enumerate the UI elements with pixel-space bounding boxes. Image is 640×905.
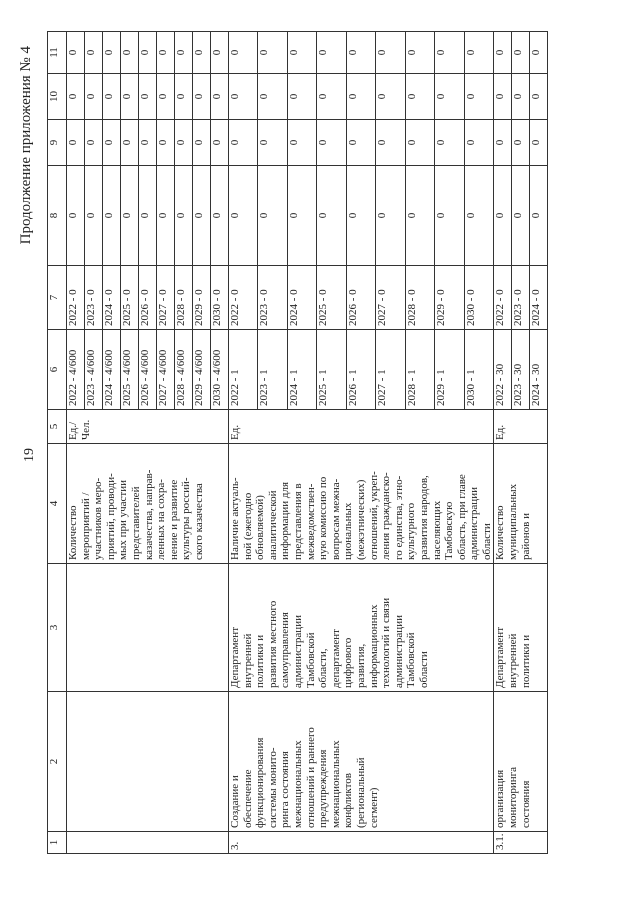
col-header-4: 4 (48, 444, 67, 564)
value-c7: 2022 - 0 (67, 266, 85, 330)
value-c11: 0 (405, 32, 434, 74)
value-c10: 0 (464, 74, 494, 120)
value-c11: 0 (512, 32, 530, 74)
row-number-text: 3.1. (494, 833, 507, 850)
value-c6: 2026 - 4/600 (139, 330, 157, 410)
value-c6: 2023 - 4/600 (85, 330, 103, 410)
value-c11: 0 (376, 32, 405, 74)
section-3-1 (494, 32, 548, 854)
value-c11: 0 (157, 32, 175, 74)
value-c10: 0 (287, 74, 316, 120)
value-c7: 2025 - 0 (121, 266, 139, 330)
value-c9: 0 (85, 120, 103, 166)
value-c9: 0 (175, 120, 193, 166)
activity-cell-text: организация мониторинга состояния (494, 766, 532, 828)
value-c6: 2024 - 4/600 (103, 330, 121, 410)
value-c8: 0 (211, 166, 229, 266)
section-a (67, 32, 229, 854)
program-table (47, 31, 548, 854)
unit-cell (229, 410, 494, 444)
value-c11: 0 (175, 32, 193, 74)
value-c11: 0 (258, 32, 287, 74)
value-c9: 0 (139, 120, 157, 166)
value-c6: 2029 - 1 (435, 330, 464, 410)
col-header-8: 8 (48, 166, 67, 266)
value-c7: 2028 - 0 (405, 266, 434, 330)
activity-cell (229, 692, 494, 832)
indicator-cell (229, 444, 494, 564)
value-c7: 2023 - 0 (258, 266, 287, 330)
value-c7: 2022 - 0 (229, 266, 258, 330)
table-row (67, 32, 85, 854)
value-c8: 0 (287, 166, 316, 266)
value-c8: 0 (317, 166, 346, 266)
value-c7: 2022 - 0 (494, 266, 512, 330)
value-c11: 0 (121, 32, 139, 74)
unit-cell (67, 410, 229, 444)
value-c11: 0 (85, 32, 103, 74)
indicator-cell-text: Количество муниципальных районов и (494, 483, 532, 560)
col-header-7: 7 (48, 266, 67, 330)
value-c7: 2024 - 0 (287, 266, 316, 330)
value-c9: 0 (211, 120, 229, 166)
indicator-cell (494, 444, 548, 564)
value-c10: 0 (405, 74, 434, 120)
value-c9: 0 (405, 120, 434, 166)
value-c6: 2029 - 4/600 (193, 330, 211, 410)
value-c9: 0 (157, 120, 175, 166)
value-c6: 2022 - 1 (229, 330, 258, 410)
value-c9: 0 (346, 120, 375, 166)
executor-cell (229, 564, 494, 692)
value-c10: 0 (175, 74, 193, 120)
value-c8: 0 (103, 166, 121, 266)
value-c11: 0 (229, 32, 258, 74)
value-c7: 2026 - 0 (139, 266, 157, 330)
value-c8: 0 (512, 166, 530, 266)
value-c10: 0 (103, 74, 121, 120)
activity-cell (67, 692, 229, 832)
indicator-cell (67, 444, 229, 564)
value-c8: 0 (258, 166, 287, 266)
value-c9: 0 (229, 120, 258, 166)
value-c8: 0 (121, 166, 139, 266)
value-c9: 0 (193, 120, 211, 166)
value-c8: 0 (139, 166, 157, 266)
row-number-text: 3. (229, 841, 241, 850)
value-c10: 0 (494, 74, 512, 120)
activity-cell (494, 692, 548, 832)
value-c8: 0 (175, 166, 193, 266)
value-c11: 0 (530, 32, 548, 74)
value-c8: 0 (435, 166, 464, 266)
value-c7: 2029 - 0 (435, 266, 464, 330)
col-header-9: 9 (48, 120, 67, 166)
value-c11: 0 (287, 32, 316, 74)
value-c9: 0 (435, 120, 464, 166)
value-c10: 0 (317, 74, 346, 120)
col-header-3: 3 (48, 564, 67, 692)
value-c11: 0 (67, 32, 85, 74)
col-header-10: 10 (48, 74, 67, 120)
col-header-6: 6 (48, 330, 67, 410)
value-c9: 0 (103, 120, 121, 166)
value-c7: 2030 - 0 (211, 266, 229, 330)
value-c6: 2027 - 1 (376, 330, 405, 410)
col-header-5: 5 (48, 410, 67, 444)
value-c10: 0 (435, 74, 464, 120)
continuation-title: Продолжение приложения № 4 (18, 46, 34, 245)
value-c7: 2027 - 0 (376, 266, 405, 330)
value-c9: 0 (494, 120, 512, 166)
indicator-cell-text: Количество мероприятий / участников меро- приятий, проводи- мых при участии представителей казачества, направ- ленных на сохра- нение и развитие культуры россий- ского казачества (67, 469, 205, 560)
executor-cell-text: Департамент внутренней политики и развития местного самоуправления администрации Тамбовской области, департамент цифрового развития, информационных технологий и связи администрации Тамбовской области (229, 597, 430, 688)
value-c7: 2025 - 0 (317, 266, 346, 330)
value-c11: 0 (193, 32, 211, 74)
value-c9: 0 (287, 120, 316, 166)
value-c11: 0 (435, 32, 464, 74)
value-c10: 0 (258, 74, 287, 120)
row-number (494, 832, 548, 854)
col-header-2: 2 (48, 692, 67, 832)
value-c7: 2024 - 0 (530, 266, 548, 330)
value-c10: 0 (157, 74, 175, 120)
page-number: 19 (22, 448, 37, 462)
value-c9: 0 (67, 120, 85, 166)
value-c10: 0 (67, 74, 85, 120)
value-c11: 0 (464, 32, 494, 74)
value-c11: 0 (317, 32, 346, 74)
value-c10: 0 (85, 74, 103, 120)
executor-cell (494, 564, 548, 692)
indicator-cell-text: Наличие актуаль- ной (ежегодно обновляемой) аналитической информации для представления в межведомствен- ную комиссию по вопросам межна- циональных (межэтнических) отношений, укреп- ления гражданско- го единства, этно- культурного развития народов, населяющих Тамбовскую область, при главе администрации области (229, 471, 493, 560)
row-number (229, 832, 494, 854)
value-c6: 2025 - 1 (317, 330, 346, 410)
row-number (67, 832, 229, 854)
value-c8: 0 (85, 166, 103, 266)
value-c6: 2030 - 4/600 (211, 330, 229, 410)
value-c11: 0 (211, 32, 229, 74)
value-c8: 0 (346, 166, 375, 266)
unit-cell-text: Ед. (494, 424, 507, 440)
value-c7: 2028 - 0 (175, 266, 193, 330)
value-c7: 2026 - 0 (346, 266, 375, 330)
executor-cell (67, 564, 229, 692)
executor-cell-text: Департамент внутренней политики и (494, 626, 532, 688)
value-c8: 0 (157, 166, 175, 266)
value-c6: 2022 - 4/600 (67, 330, 85, 410)
unit-cell-text: Ед./ Чел. (67, 419, 92, 440)
value-c6: 2024 - 1 (287, 330, 316, 410)
unit-cell-text: Ед. (229, 424, 241, 440)
value-c10: 0 (121, 74, 139, 120)
value-c10: 0 (139, 74, 157, 120)
value-c6: 2023 - 30 (512, 330, 530, 410)
table-row (229, 32, 258, 854)
value-c6: 2023 - 1 (258, 330, 287, 410)
value-c11: 0 (139, 32, 157, 74)
activity-cell-text: Создание и обеспечение функционирования системы монито- ринга состояния межнациональных отношений и раннего предупреждения межнациональных конфликтов (региональный сегмент) (229, 727, 380, 828)
value-c7: 2024 - 0 (103, 266, 121, 330)
value-c7: 2030 - 0 (464, 266, 494, 330)
value-c9: 0 (530, 120, 548, 166)
value-c6: 2028 - 1 (405, 330, 434, 410)
value-c10: 0 (211, 74, 229, 120)
value-c6: 2024 - 30 (530, 330, 548, 410)
col-header-11: 11 (48, 32, 67, 74)
table-row (494, 32, 512, 854)
value-c6: 2028 - 4/600 (175, 330, 193, 410)
rotated-document (18, 12, 618, 892)
value-c6: 2030 - 1 (464, 330, 494, 410)
value-c6: 2025 - 4/600 (121, 330, 139, 410)
value-c11: 0 (346, 32, 375, 74)
value-c9: 0 (376, 120, 405, 166)
value-c7: 2023 - 0 (512, 266, 530, 330)
value-c10: 0 (346, 74, 375, 120)
value-c8: 0 (229, 166, 258, 266)
value-c8: 0 (464, 166, 494, 266)
value-c8: 0 (193, 166, 211, 266)
value-c10: 0 (512, 74, 530, 120)
value-c8: 0 (494, 166, 512, 266)
value-c8: 0 (530, 166, 548, 266)
value-c6: 2027 - 4/600 (157, 330, 175, 410)
unit-cell (494, 410, 548, 444)
value-c11: 0 (494, 32, 512, 74)
value-c6: 2022 - 30 (494, 330, 512, 410)
value-c8: 0 (376, 166, 405, 266)
value-c10: 0 (376, 74, 405, 120)
value-c9: 0 (464, 120, 494, 166)
value-c7: 2027 - 0 (157, 266, 175, 330)
value-c7: 2023 - 0 (85, 266, 103, 330)
value-c7: 2029 - 0 (193, 266, 211, 330)
value-c9: 0 (121, 120, 139, 166)
value-c9: 0 (317, 120, 346, 166)
value-c8: 0 (67, 166, 85, 266)
value-c8: 0 (405, 166, 434, 266)
value-c10: 0 (193, 74, 211, 120)
value-c10: 0 (229, 74, 258, 120)
value-c9: 0 (258, 120, 287, 166)
value-c9: 0 (512, 120, 530, 166)
value-c11: 0 (103, 32, 121, 74)
header-row (48, 32, 67, 854)
col-header-1: 1 (48, 832, 67, 854)
value-c10: 0 (530, 74, 548, 120)
value-c6: 2026 - 1 (346, 330, 375, 410)
section-3 (229, 32, 494, 854)
